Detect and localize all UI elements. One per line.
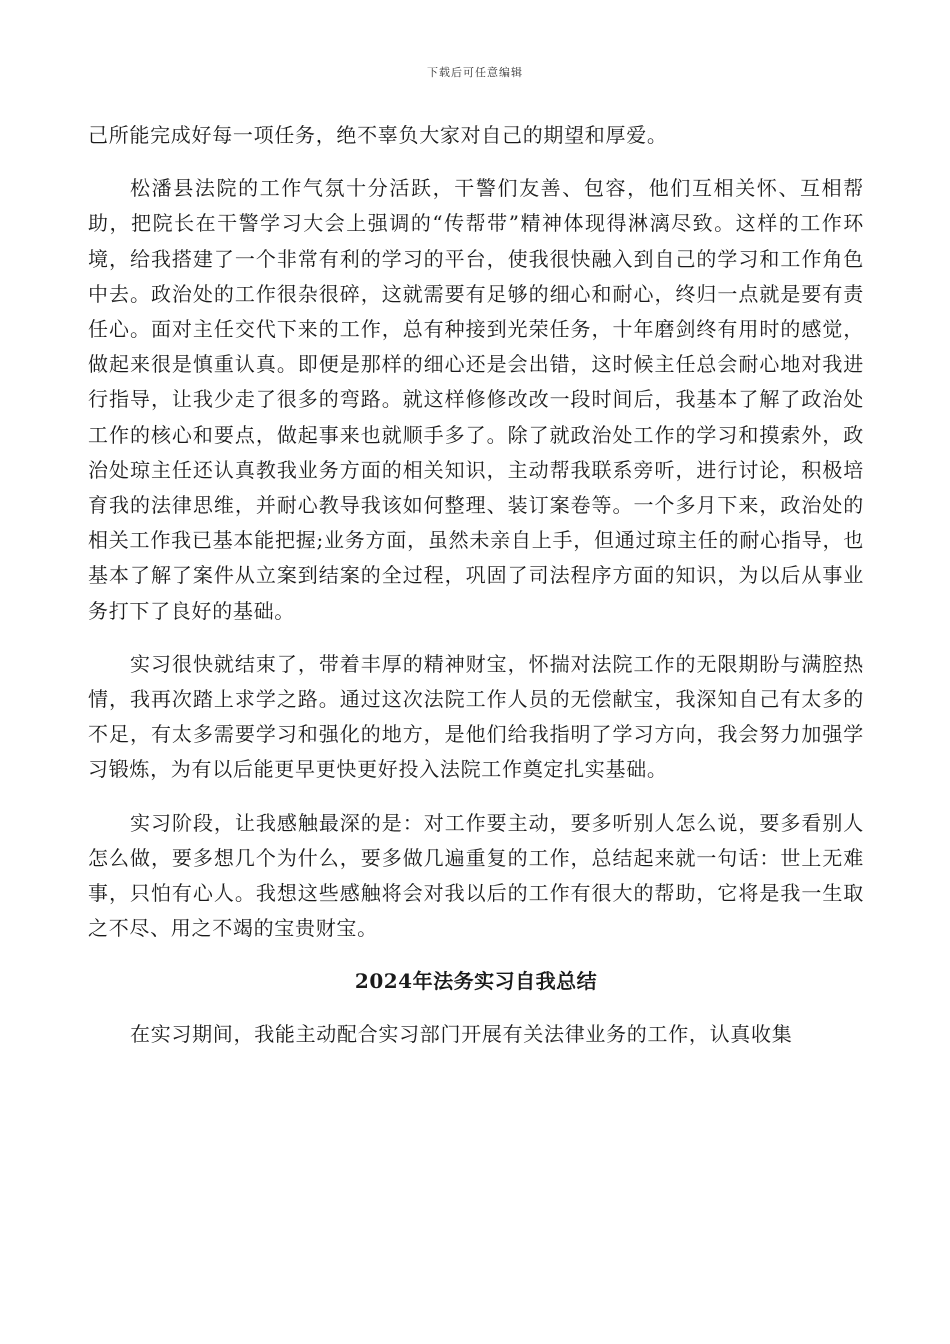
- page-header: 下载后可任意编辑: [427, 66, 523, 79]
- section-title: 2024年法务实习自我总结: [354, 969, 598, 994]
- paragraph-internship-end: 实习很快就结束了，带着丰厚的精神财宝，怀揣对法院工作的无限期盼与满腔热情，我再次踏上求学之路。通过这次法院工作人员的无偿献宝，我深知自己有太多的不足，有太多需要学习和强化的地方，是他们给我指明了学习方向，我会努力加强学习锻炼，为有以后能更早更快更好投入法院工作奠定扎实基础。: [88, 651, 864, 782]
- paragraph-reflection: 实习阶段，让我感触最深的是：对工作要主动，要多听别人怎么说，要多看别人怎么做，要多想几个为什么，要多做几遍重复的工作，总结起来就一句话：世上无难事，只怕有心人。我想这些感触将会对我以后的工作有很大的帮助，它将是我一生取之不尽、用之不竭的宝贵财宝。: [88, 810, 864, 941]
- document-body: [88, 118, 864, 1071]
- paragraph-court-atmosphere: 松潘县法院的工作气氛十分活跃，干警们友善、包容，他们互相关怀、互相帮助，把院长在干警学习大会上强调的“传帮带”精神体现得淋漓尽致。这样的工作环境，给我搭建了一个非常有利的学习的平台，使我很快融入到自己的学习和工作角色中去。政治处的工作很杂很碎，这就需要有足够的细心和耐心，终归一点就是要有责任心。面对主任交代下来的工作，总有种接到光荣任务，十年磨剑终有用时的感觉，做起来很是慎重认真。即便是那样的细心还是会出错，这时候主任总会耐心地对我进行指导，让我少走了很多的弯路。就这样修修改改一段时间后，我基本了解了政治处工作的核心和要点，做起事来也就顺手多了。除了就政治处工作的学习和摸索外，政治处琼主任还认真教我业务方面的相关知识，主动帮我联系旁听，进行讨论，积极培育我的法律思维，并耐心教导我该如何整理、装订案卷等。一个多月下来，政治处的相关工作我已基本能把握;业务方面，虽然未亲自上手，但通过琼主任的耐心指导，也基本了解了案件从立案到结案的全过程，巩固了司法程序方面的知识，为以后从事业务打下了良好的基础。: [88, 176, 864, 623]
- paragraph-summary-start: 在实习期间，我能主动配合实习部门开展有关法律业务的工作，认真收集: [130, 1022, 793, 1047]
- paragraph-continuation: 己所能完成好每一项任务，绝不辜负大家对自己的期望和厚爱。: [88, 123, 668, 147]
